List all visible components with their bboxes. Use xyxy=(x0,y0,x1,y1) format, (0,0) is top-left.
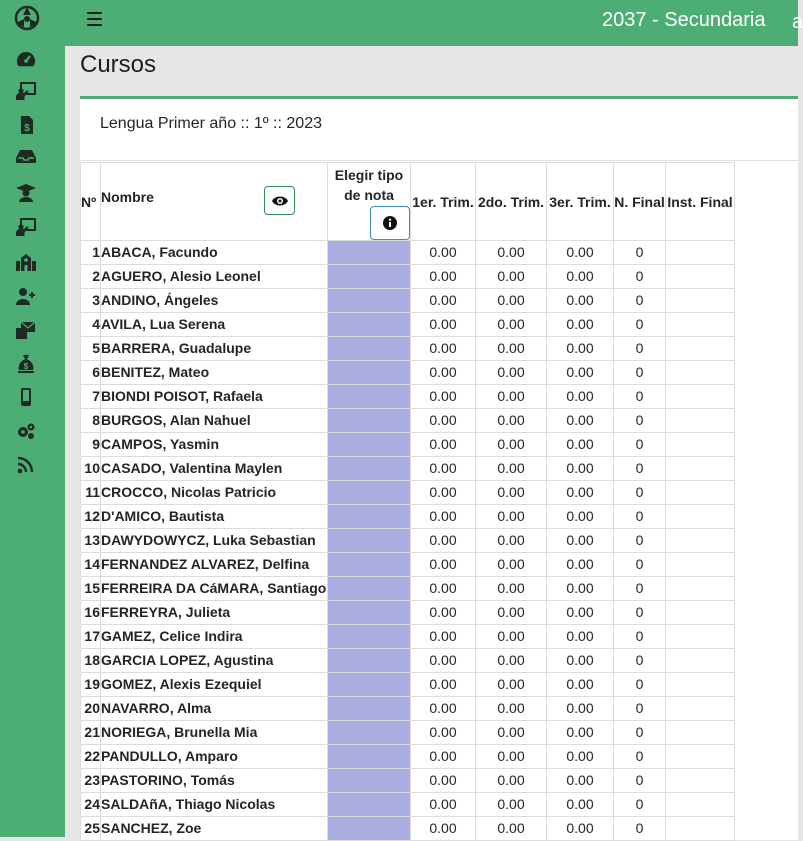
grade-type-select[interactable] xyxy=(328,337,411,361)
student-name[interactable]: GOMEZ, Alexis Ezequiel xyxy=(101,673,328,697)
grade-trim-1: 0.00 xyxy=(411,769,476,793)
teacher-board-icon xyxy=(16,82,36,100)
grade-inst-final xyxy=(666,409,735,433)
grade-inst-final xyxy=(666,529,735,553)
grade-trim-2: 0.00 xyxy=(476,673,547,697)
grade-inst-final xyxy=(666,769,735,793)
student-name[interactable]: CASADO, Valentina Maylen xyxy=(101,457,328,481)
grade-final: 0 xyxy=(614,433,666,457)
grade-trim-2: 0.00 xyxy=(476,265,547,289)
grade-inst-final xyxy=(666,241,735,265)
student-name[interactable]: CROCCO, Nicolas Patricio xyxy=(101,481,328,505)
grade-trim-3: 0.00 xyxy=(547,817,614,841)
grade-trim-3: 0.00 xyxy=(547,385,614,409)
grade-type-select[interactable] xyxy=(328,625,411,649)
school-logo-icon[interactable] xyxy=(12,3,42,33)
table-row xyxy=(81,649,735,673)
grade-inst-final xyxy=(666,745,735,769)
table-row xyxy=(81,289,735,313)
student-name[interactable]: PASTORINO, Tomás xyxy=(101,769,328,793)
student-name[interactable]: SANCHEZ, Zoe xyxy=(101,817,328,841)
header-name-label: Nombre xyxy=(101,189,154,205)
grade-trim-3: 0.00 xyxy=(547,265,614,289)
grade-trim-2: 0.00 xyxy=(476,721,547,745)
grade-trim-3: 0.00 xyxy=(547,337,614,361)
grade-inst-final xyxy=(666,697,735,721)
grade-trim-2: 0.00 xyxy=(476,769,547,793)
student-name[interactable]: FERREYRA, Julieta xyxy=(101,601,328,625)
grade-final: 0 xyxy=(614,673,666,697)
grade-inst-final xyxy=(666,673,735,697)
grade-trim-1: 0.00 xyxy=(411,721,476,745)
grade-trim-1: 0.00 xyxy=(411,577,476,601)
row-number: 3 xyxy=(81,289,101,313)
grade-inst-final xyxy=(666,481,735,505)
student-name[interactable]: FERNANDEZ ALVAREZ, Delfina xyxy=(101,553,328,577)
grade-final: 0 xyxy=(614,241,666,265)
table-row xyxy=(81,793,735,817)
grade-trim-1: 0.00 xyxy=(411,313,476,337)
grade-trim-2: 0.00 xyxy=(476,601,547,625)
grade-trim-3: 0.00 xyxy=(547,457,614,481)
table-row xyxy=(81,745,735,769)
table-row xyxy=(81,601,735,625)
school-selector[interactable]: 2037 - Secundaria xyxy=(602,9,766,31)
row-number: 12 xyxy=(81,505,101,529)
grade-trim-1: 0.00 xyxy=(411,793,476,817)
student-name[interactable]: AGUERO, Alesio Leonel xyxy=(101,265,328,289)
top-navbar xyxy=(65,0,803,46)
grade-final: 0 xyxy=(614,505,666,529)
grade-trim-3: 0.00 xyxy=(547,577,614,601)
cogs-icon xyxy=(16,422,36,440)
header-trim-2: 2do. Trim. xyxy=(476,163,547,241)
row-number: 14 xyxy=(81,553,101,577)
grade-final: 0 xyxy=(614,553,666,577)
grade-trim-3: 0.00 xyxy=(547,409,614,433)
grade-trim-1: 0.00 xyxy=(411,361,476,385)
grade-trim-3: 0.00 xyxy=(547,745,614,769)
toggle-visibility-button[interactable] xyxy=(264,186,295,215)
student-name[interactable]: NORIEGA, Brunella Mia xyxy=(101,721,328,745)
user-menu[interactable]: a xyxy=(792,11,803,33)
nav-invoices[interactable] xyxy=(15,116,37,134)
grade-trim-2: 0.00 xyxy=(476,649,547,673)
grade-trim-3: 0.00 xyxy=(547,649,614,673)
grade-final: 0 xyxy=(614,745,666,769)
grade-type-select[interactable] xyxy=(328,505,411,529)
grade-trim-2: 0.00 xyxy=(476,745,547,769)
grade-trim-1: 0.00 xyxy=(411,289,476,313)
grade-type-select[interactable] xyxy=(328,697,411,721)
grade-type-select[interactable] xyxy=(328,313,411,337)
student-name[interactable]: DAWYDOWYCZ, Luka Sebastian xyxy=(101,529,328,553)
grade-trim-2: 0.00 xyxy=(476,433,547,457)
grade-inst-final xyxy=(666,433,735,457)
table-row xyxy=(81,265,735,289)
hamburger-icon-bar xyxy=(87,24,102,26)
table-row xyxy=(81,337,735,361)
grade-inst-final xyxy=(666,505,735,529)
grade-final: 0 xyxy=(614,265,666,289)
grade-trim-3: 0.00 xyxy=(547,433,614,457)
table-row xyxy=(81,481,735,505)
svg-text:$: $ xyxy=(24,123,30,134)
grade-inst-final xyxy=(666,361,735,385)
student-name[interactable]: BIONDI POISOT, Rafaela xyxy=(101,385,328,409)
grade-trim-1: 0.00 xyxy=(411,601,476,625)
row-number: 7 xyxy=(81,385,101,409)
grade-inst-final xyxy=(666,601,735,625)
nav-rss[interactable] xyxy=(15,456,37,474)
row-number: 19 xyxy=(81,673,101,697)
grade-trim-2: 0.00 xyxy=(476,385,547,409)
grade-final: 0 xyxy=(614,409,666,433)
grade-trim-3: 0.00 xyxy=(547,721,614,745)
student-name[interactable]: NAVARRO, Alma xyxy=(101,697,328,721)
hamburger-icon xyxy=(87,12,102,14)
student-name[interactable]: CAMPOS, Yasmin xyxy=(101,433,328,457)
grade-trim-3: 0.00 xyxy=(547,673,614,697)
grade-inst-final xyxy=(666,817,735,841)
grade-trim-2: 0.00 xyxy=(476,817,547,841)
student-name[interactable]: ANDINO, Ángeles xyxy=(101,289,328,313)
nav-dashboard[interactable] xyxy=(15,50,37,68)
rss-icon xyxy=(16,456,36,474)
grade-type-select[interactable] xyxy=(328,457,411,481)
nav-inbox[interactable] xyxy=(15,147,37,165)
grade-trim-3: 0.00 xyxy=(547,361,614,385)
row-number: 15 xyxy=(81,577,101,601)
grade-trim-2: 0.00 xyxy=(476,241,547,265)
header-row xyxy=(81,163,735,241)
table-row xyxy=(81,673,735,697)
grade-inst-final xyxy=(666,553,735,577)
table-row xyxy=(81,409,735,433)
row-number: 18 xyxy=(81,649,101,673)
grade-trim-1: 0.00 xyxy=(411,553,476,577)
table-body xyxy=(81,241,735,841)
grade-trim-1: 0.00 xyxy=(411,673,476,697)
grade-trim-1: 0.00 xyxy=(411,409,476,433)
grade-type-select[interactable] xyxy=(328,265,411,289)
nav-teacher-board[interactable] xyxy=(15,82,37,100)
dashboard-icon xyxy=(16,50,36,68)
student-name[interactable]: ABACA, Facundo xyxy=(101,241,328,265)
grade-trim-1: 0.00 xyxy=(411,745,476,769)
mobile-icon xyxy=(16,388,36,406)
table-row xyxy=(81,361,735,385)
table-row xyxy=(81,529,735,553)
grade-type-select[interactable] xyxy=(328,241,411,265)
grade-trim-2: 0.00 xyxy=(476,289,547,313)
grade-trim-2: 0.00 xyxy=(476,361,547,385)
nav-mobile[interactable] xyxy=(15,388,37,406)
grade-trim-3: 0.00 xyxy=(547,289,614,313)
nav-school[interactable] xyxy=(15,253,37,271)
grade-trim-3: 0.00 xyxy=(547,241,614,265)
sidebar xyxy=(0,0,65,837)
grade-inst-final xyxy=(666,577,735,601)
grade-trim-1: 0.00 xyxy=(411,385,476,409)
grade-final: 0 xyxy=(614,625,666,649)
info-icon xyxy=(383,216,397,230)
row-number: 17 xyxy=(81,625,101,649)
grade-trim-2: 0.00 xyxy=(476,625,547,649)
grade-trim-1: 0.00 xyxy=(411,241,476,265)
row-number: 5 xyxy=(81,337,101,361)
menu-toggle-button[interactable] xyxy=(87,12,102,26)
hamburger-icon-bar xyxy=(87,18,102,20)
header-trim-3: 3er. Trim. xyxy=(547,163,614,241)
row-number: 9 xyxy=(81,433,101,457)
grade-inst-final xyxy=(666,721,735,745)
grade-trim-2: 0.00 xyxy=(476,553,547,577)
grade-trim-3: 0.00 xyxy=(547,697,614,721)
row-number: 2 xyxy=(81,265,101,289)
grade-type-select[interactable] xyxy=(328,577,411,601)
table-row xyxy=(81,625,735,649)
grade-trim-2: 0.00 xyxy=(476,337,547,361)
grade-trim-3: 0.00 xyxy=(547,505,614,529)
grade-final: 0 xyxy=(614,817,666,841)
grade-final: 0 xyxy=(614,457,666,481)
grade-final: 0 xyxy=(614,529,666,553)
grade-trim-3: 0.00 xyxy=(547,481,614,505)
nav-add-user[interactable] xyxy=(15,287,37,305)
nav-graduates[interactable] xyxy=(15,184,37,202)
nav-payments[interactable] xyxy=(15,355,37,373)
grade-type-select[interactable] xyxy=(328,649,411,673)
row-number: 10 xyxy=(81,457,101,481)
row-number: 1 xyxy=(81,241,101,265)
grade-trim-1: 0.00 xyxy=(411,433,476,457)
grade-type-select[interactable] xyxy=(328,745,411,769)
grade-inst-final xyxy=(666,649,735,673)
grade-type-select[interactable] xyxy=(328,673,411,697)
header-grade-type-label: Elegir tipo de nota xyxy=(334,167,404,203)
school-icon xyxy=(16,253,36,271)
row-number: 13 xyxy=(81,529,101,553)
grade-type-select[interactable] xyxy=(328,769,411,793)
course-title: Lengua Primer año :: 1º :: 2023 xyxy=(100,115,322,132)
header-grade-type xyxy=(328,163,411,241)
grade-type-info-button[interactable] xyxy=(370,206,410,240)
svg-text:$: $ xyxy=(23,362,29,371)
grade-final: 0 xyxy=(614,697,666,721)
grade-type-select[interactable] xyxy=(328,793,411,817)
grade-final: 0 xyxy=(614,385,666,409)
grade-trim-2: 0.00 xyxy=(476,409,547,433)
student-name[interactable]: SALDAñA, Thiago Nicolas xyxy=(101,793,328,817)
grade-inst-final xyxy=(666,625,735,649)
grade-trim-1: 0.00 xyxy=(411,265,476,289)
graduate-icon xyxy=(16,184,36,202)
grade-type-select[interactable] xyxy=(328,553,411,577)
grade-final: 0 xyxy=(614,769,666,793)
grades-table xyxy=(80,162,735,841)
grade-final: 0 xyxy=(614,601,666,625)
table-row xyxy=(81,433,735,457)
student-name[interactable]: D'AMICO, Bautista xyxy=(101,505,328,529)
grade-type-select[interactable] xyxy=(328,433,411,457)
grade-type-select[interactable] xyxy=(328,481,411,505)
header-name xyxy=(101,163,328,241)
grade-type-select[interactable] xyxy=(328,361,411,385)
header-number: Nº xyxy=(81,163,101,241)
grade-final: 0 xyxy=(614,289,666,313)
student-name[interactable]: PANDULLO, Amparo xyxy=(101,745,328,769)
grade-type-select[interactable] xyxy=(328,409,411,433)
grade-trim-1: 0.00 xyxy=(411,697,476,721)
grade-inst-final xyxy=(666,265,735,289)
grade-final: 0 xyxy=(614,721,666,745)
table-row xyxy=(81,817,735,841)
grade-trim-1: 0.00 xyxy=(411,337,476,361)
table-row xyxy=(81,553,735,577)
grade-trim-1: 0.00 xyxy=(411,505,476,529)
grade-trim-2: 0.00 xyxy=(476,577,547,601)
table-row xyxy=(81,241,735,265)
grade-final: 0 xyxy=(614,481,666,505)
grade-trim-1: 0.00 xyxy=(411,481,476,505)
table-row xyxy=(81,697,735,721)
mail-bulk-icon xyxy=(16,321,36,339)
grade-type-select[interactable] xyxy=(328,385,411,409)
student-name[interactable]: GAMEZ, Celice Indira xyxy=(101,625,328,649)
row-number: 23 xyxy=(81,769,101,793)
table-row xyxy=(81,721,735,745)
grade-trim-2: 0.00 xyxy=(476,481,547,505)
grade-final: 0 xyxy=(614,793,666,817)
grade-trim-2: 0.00 xyxy=(476,529,547,553)
grade-type-select[interactable] xyxy=(328,529,411,553)
header-inst-final: Inst. Final xyxy=(666,163,735,241)
grade-final: 0 xyxy=(614,649,666,673)
grade-trim-1: 0.00 xyxy=(411,625,476,649)
row-number: 6 xyxy=(81,361,101,385)
student-name[interactable]: FERREIRA DA CáMARA, Santiago xyxy=(101,577,328,601)
inbox-icon xyxy=(16,147,36,165)
course-card xyxy=(80,96,798,840)
grade-trim-2: 0.00 xyxy=(476,793,547,817)
table-row xyxy=(81,385,735,409)
grade-inst-final xyxy=(666,337,735,361)
student-name[interactable]: BARRERA, Guadalupe xyxy=(101,337,328,361)
table-row xyxy=(81,505,735,529)
grade-type-select[interactable] xyxy=(328,289,411,313)
grade-final: 0 xyxy=(614,337,666,361)
chalkboard-teacher-icon xyxy=(16,218,36,236)
grade-trim-3: 0.00 xyxy=(547,553,614,577)
grade-final: 0 xyxy=(614,313,666,337)
student-name[interactable]: BENITEZ, Mateo xyxy=(101,361,328,385)
grade-trim-3: 0.00 xyxy=(547,769,614,793)
row-number: 21 xyxy=(81,721,101,745)
grade-trim-1: 0.00 xyxy=(411,817,476,841)
row-number: 20 xyxy=(81,697,101,721)
eye-icon xyxy=(272,195,288,207)
nav-bulk-mail[interactable] xyxy=(15,321,37,339)
file-invoice-dollar-icon xyxy=(16,116,36,134)
grade-trim-1: 0.00 xyxy=(411,529,476,553)
grade-final: 0 xyxy=(614,577,666,601)
grade-inst-final xyxy=(666,385,735,409)
table-row xyxy=(81,577,735,601)
row-number: 25 xyxy=(81,817,101,841)
grade-trim-3: 0.00 xyxy=(547,793,614,817)
grade-trim-3: 0.00 xyxy=(547,625,614,649)
grade-trim-3: 0.00 xyxy=(547,313,614,337)
row-number: 4 xyxy=(81,313,101,337)
table-row xyxy=(81,769,735,793)
grade-trim-1: 0.00 xyxy=(411,457,476,481)
row-number: 24 xyxy=(81,793,101,817)
grade-trim-2: 0.00 xyxy=(476,313,547,337)
nav-settings[interactable] xyxy=(15,422,37,440)
grade-trim-3: 0.00 xyxy=(547,529,614,553)
row-number: 22 xyxy=(81,745,101,769)
grade-type-select[interactable] xyxy=(328,721,411,745)
row-number: 8 xyxy=(81,409,101,433)
grade-type-select[interactable] xyxy=(328,601,411,625)
grade-trim-2: 0.00 xyxy=(476,697,547,721)
grade-inst-final xyxy=(666,313,735,337)
student-name[interactable]: BURGOS, Alan Nahuel xyxy=(101,409,328,433)
grade-inst-final xyxy=(666,793,735,817)
grade-inst-final xyxy=(666,457,735,481)
grade-final: 0 xyxy=(614,361,666,385)
page-title: Cursos xyxy=(80,51,157,78)
grade-inst-final xyxy=(666,289,735,313)
user-plus-icon xyxy=(16,287,36,305)
grade-trim-3: 0.00 xyxy=(547,601,614,625)
grade-trim-2: 0.00 xyxy=(476,457,547,481)
student-name[interactable]: AVILA, Lua Serena xyxy=(101,313,328,337)
header-trim-1: 1er. Trim. xyxy=(411,163,476,241)
nav-classes[interactable] xyxy=(15,218,37,236)
row-number: 16 xyxy=(81,601,101,625)
row-number: 11 xyxy=(81,481,101,505)
header-final-grade: N. Final xyxy=(614,163,666,241)
card-header xyxy=(80,99,798,161)
table-row xyxy=(81,313,735,337)
grade-type-select[interactable] xyxy=(328,817,411,841)
grade-trim-1: 0.00 xyxy=(411,649,476,673)
money-bag-icon xyxy=(16,355,36,373)
student-name[interactable]: GARCIA LOPEZ, Agustina xyxy=(101,649,328,673)
grade-trim-2: 0.00 xyxy=(476,505,547,529)
table-row xyxy=(81,457,735,481)
